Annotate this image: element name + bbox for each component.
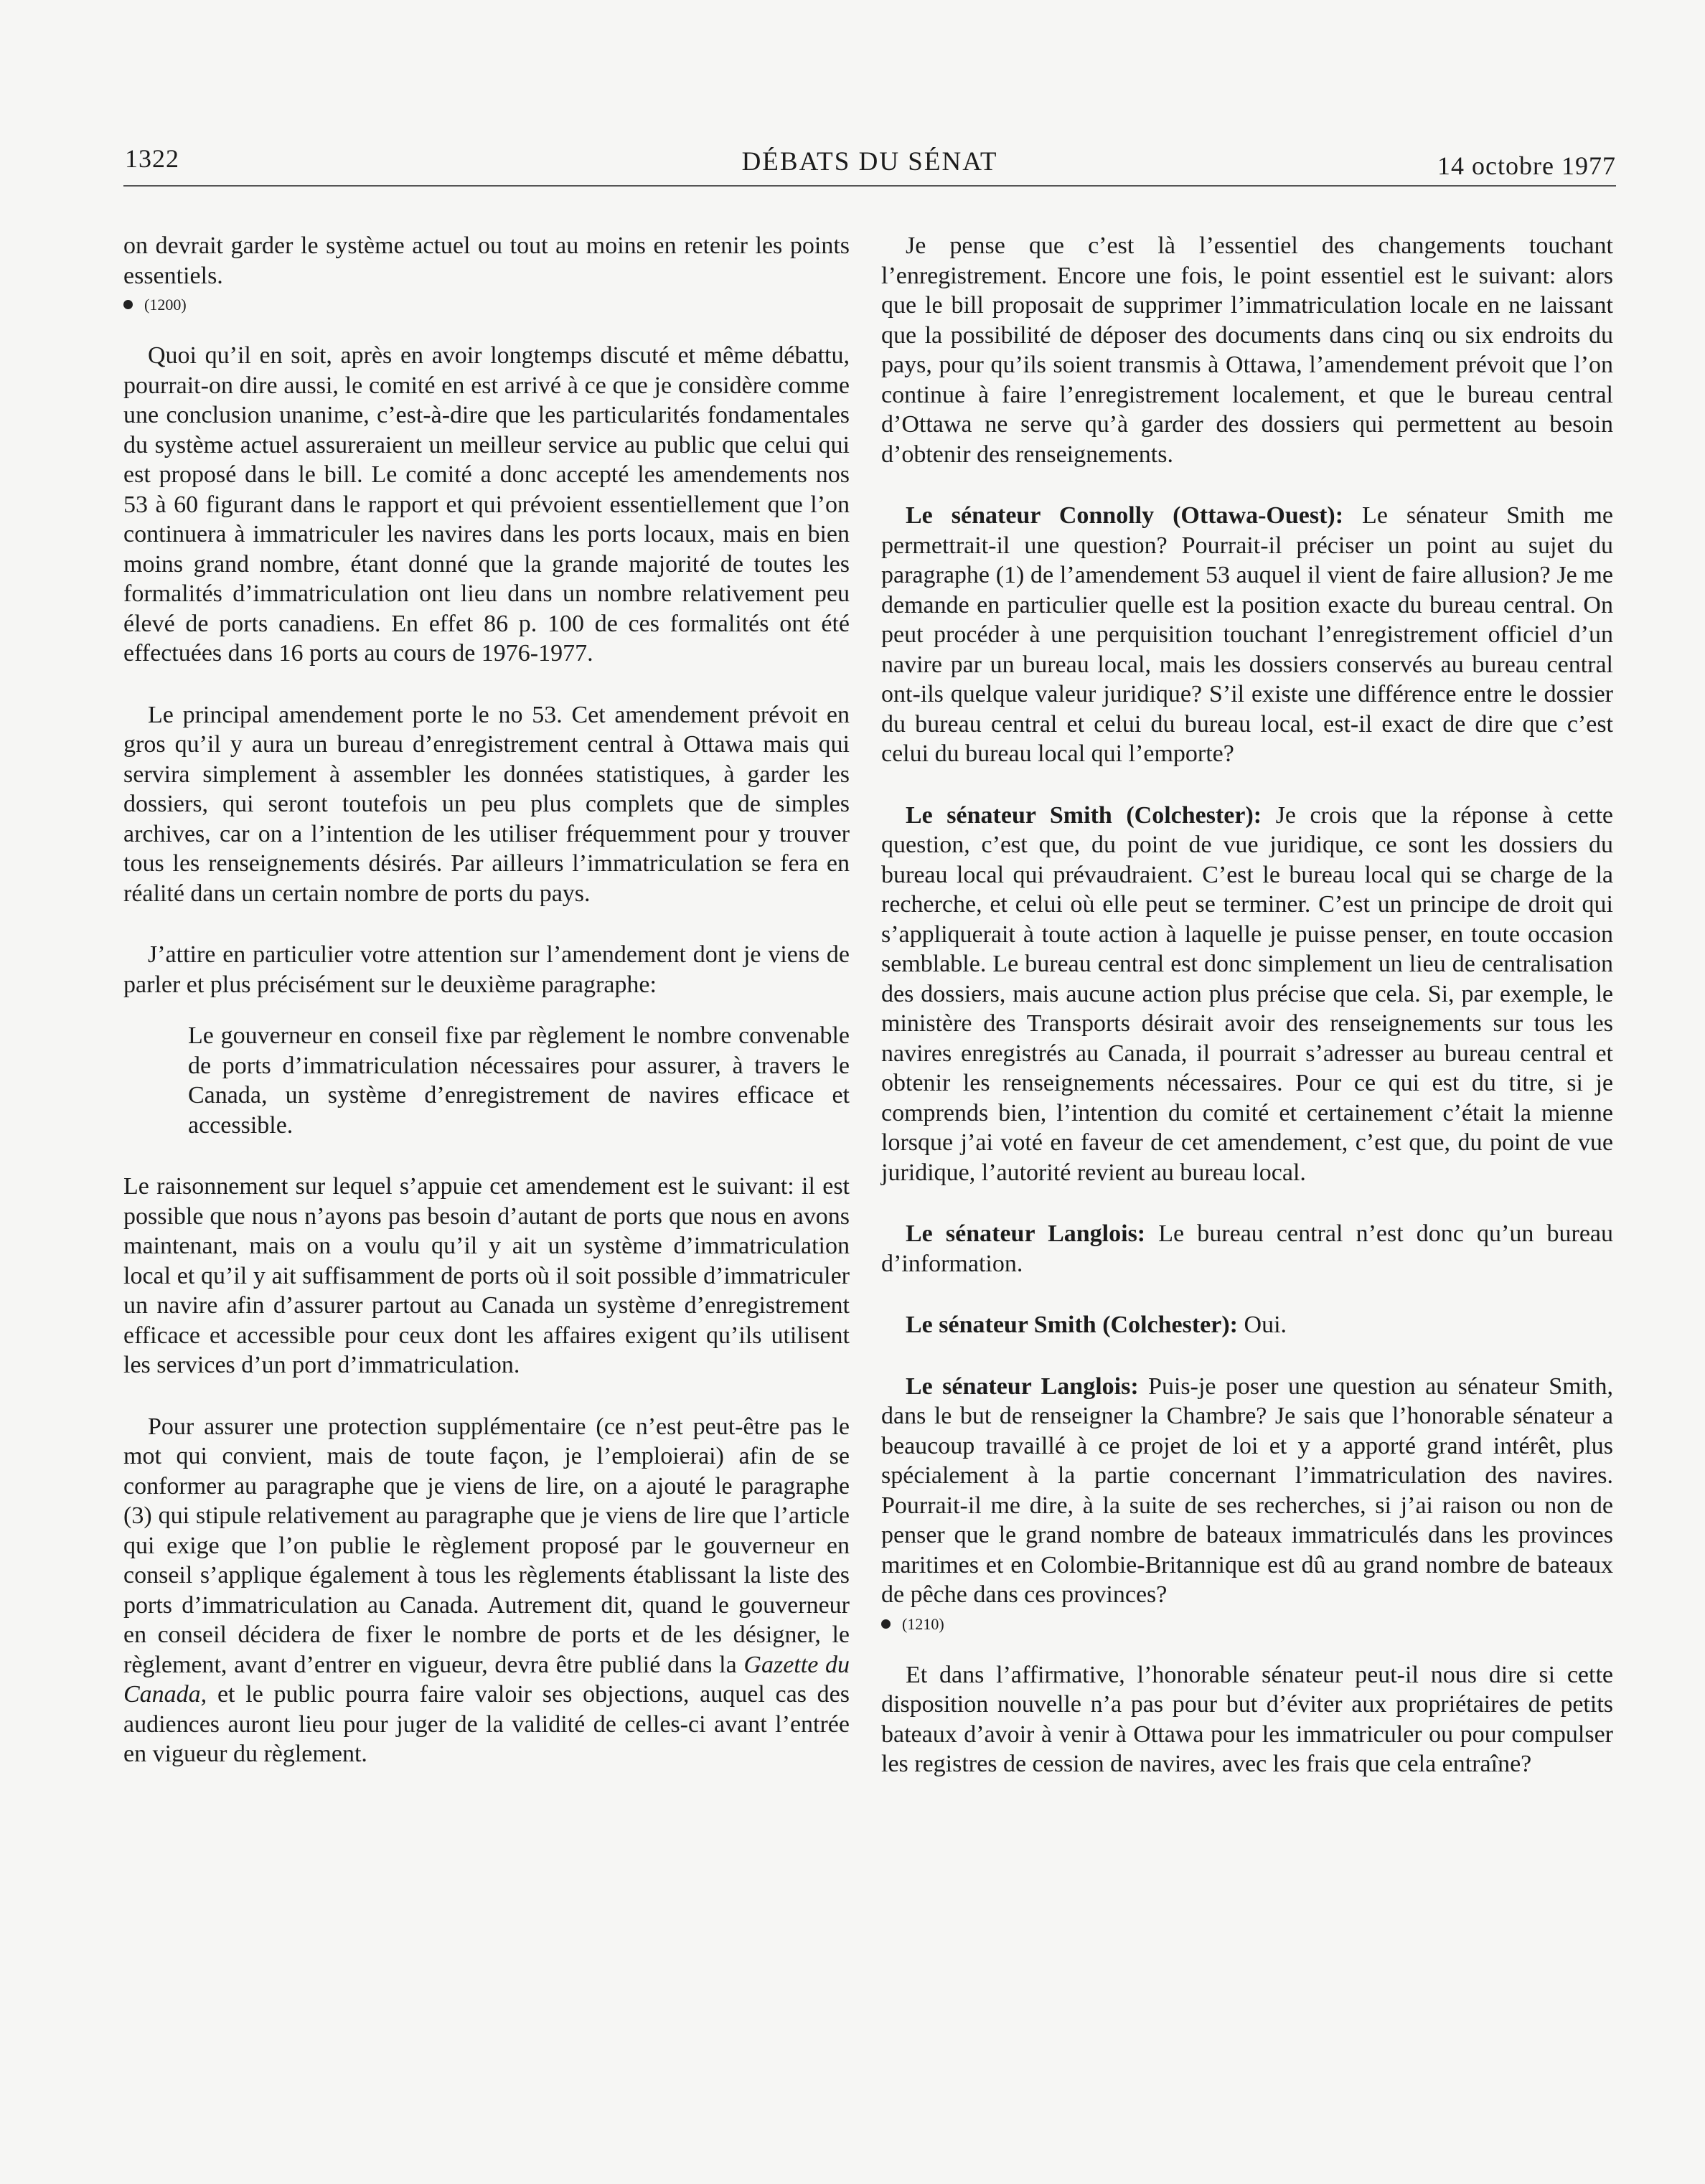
paragraph: Le raisonnement sur lequel s’appuie cet amendement est le suivant: il est possible que nous n’ayons pas besoin d’autant de ports que nous en avons maintenant, mais on a voulu qu’il y ait un système d’immatriculation local et qu’il y ait suffisamment de ports où il soit possible d’immatriculer un navire afin d’assurer partout au Canada un système d’enregistrement efficace et accessible pour ceux dont les affaires exigent qu’ils utilisent les services d’un port d’immatriculation. (123, 1173, 850, 1378)
quote-text: Le gouverneur en conseil fixe par règlement le nombre convenable de ports d’immatriculation nécessaires pour assurer, à travers le Canada, un système d’enregistrement de navires efficace et accessible. (188, 1022, 850, 1139)
sitting-date: 14 octobre 1977 (1437, 151, 1616, 180)
paragraph: J’attire en particulier votre attention sur l’amendement dont je viens de parler et plus précisément sur le deuxième paragraphe: (123, 941, 850, 998)
paragraph: on devrait garder le système actuel ou tout au moins en retenir les points essentiels. (123, 232, 850, 289)
block-quote (123, 1021, 850, 1140)
page-header (123, 141, 1616, 187)
publication-name: Gazette du Canada, (123, 1651, 850, 1708)
speech-text: Oui. (1244, 1312, 1287, 1338)
time-stamp: (1200) (144, 296, 187, 314)
paragraph-text: Pour assurer une protection supplémentaire (ce n’est peut-être pas le mot qui convient, mais de toute façon, je l’emploierai) afin de se conformer au paragraphe que je viens de lire, on a ajouté le paragraphe (3) qui stipule relativement au paragraphe que je viens de lire que l’article qui exige que l’on publie le règlement proposé par le gouverneur en conseil s’applique également à tous les règlements établissant la liste des ports d’immatriculation au Canada. Autrement dit, quand le gouverneur en conseil décidera de fixer le nombre de ports et de les désigner, le règlement, avant d’entrer en vigueur, devra être publié dans la (123, 1413, 850, 1678)
paragraph: Quoi qu’il en soit, après en avoir longtemps discuté et même débattu, pourrait-on dire aussi, le comité en est arrivé à ce que je considère comme une conclusion unanime, c’est-à-dire que les particularités fondamentales du système actuel assureraient un meilleur service au public que celui qui est proposé dans le bill. Le comité a donc accepté les amendements nos 53 à 60 figurant dans le rapport et qui prévoient essentiellement que l’on continuera à immatriculer les navires dans les ports locaux, mais en bien moins grand nombre, étant donné que la grande majorité de toutes les formalités d’immatriculation ont lieu dans un nombre relativement peu élevé de ports canadiens. En effet 86 p. 100 de ces formalités ont été effectuées dans 16 ports au cours de 1976-1977. (123, 342, 850, 667)
time-marker (881, 1610, 1613, 1639)
speaker-intervention (881, 1219, 1613, 1279)
speech-text: Le sénateur Smith me permettrait-il une question? Pourrait-il préciser un point au sujet du paragraphe (1) de l’amendement 53 auquel il vient de faire allusion? Je me demande en particulier quelle est la position exacte du bureau central. On peut procéder à une perquisition touchant l’enregistrement officiel d’un navire par un bureau local, mais les dossiers conservés au bureau central ont-ils quelque valeur juridique? S’il existe une différence entre le dossier du bureau central et celui du bureau local, est-il exact de dire que c’est celui du bureau local qui l’emporte? (881, 502, 1613, 767)
speaker-intervention (881, 1310, 1613, 1340)
speaker-intervention (881, 801, 1613, 1188)
speech-text: Puis-je poser une question au sénateur Smith, dans le but de renseigner la Chambre? Je sais que l’honorable sénateur a beaucoup travaillé à ce projet de loi et y a apporté grand intérêt, plus spécialement à la partie concernant l’immatriculation des navires. Pourrait-il me dire, à la suite de ses recherches, si j’ai raison ou non de penser que le grand nombre de bateaux immatriculés dans les provinces maritimes et en Colombie-Britannique est dû au grand nombre de bateaux de pêche dans ces provinces? (881, 1373, 1613, 1608)
speaker-name: Le sénateur Smith (Colchester): (906, 1312, 1239, 1338)
time-stamp: (1210) (902, 1614, 944, 1633)
paragraph-text: et le public pourra faire valoir ses objections, auquel cas des audiences auront lieu pour juger de la validité de celles-ci avant l’entrée en vigueur du règlement. (123, 1681, 850, 1767)
speaker-name: Le sénateur Langlois: (906, 1373, 1139, 1400)
left-column (123, 231, 850, 1769)
page-number: 1322 (125, 144, 179, 173)
speech-text: Je crois que la réponse à cette question, c’est que, du point de vue juridique, ce sont les dossiers du bureau local qui prévaudraient. C’est le bureau local qui se charge de la recherche, et celui où elle peut se terminer. C’est un principe de droit qui s’appliquerait à toute action à laquelle je puisse penser, en toute occasion semblable. Le bureau central est donc simplement un lieu de centralisation des dossiers, mais aucune action plus précise que cela. Si, par exemple, le ministère des Transports désirait avoir des renseignements sur tous les navires enregistrés au Canada, il pourrait s’adresser au bureau central et obtenir les renseignements nécessaires. Pour ce qui est du titre, si je comprends bien, l’intention du comité et certainement c’était la mienne lorsque j’ai voté en faveur de cet amendement, c’est que, du point de vue juridique, l’autorité revient au bureau local. (881, 801, 1613, 1186)
speech-text: Le bureau central n’est donc qu’un bureau d’information. (881, 1220, 1614, 1277)
speaker-name: Le sénateur Langlois: (906, 1220, 1146, 1247)
paragraph: Le principal amendement porte le no 53. Cet amendement prévoit en gros qu’il y aura un bureau d’enregistrement central à Ottawa mais qui servira simplement à assembler les données statistiques, à garder les dossiers, qui seront toutefois un peu plus complets que de simples archives, car on a l’intention de les utiliser fréquemment pour y trouver tous les renseignements désirés. Par ailleurs l’immatriculation se fera en réalité dans un certain nombre de ports du pays. (123, 701, 850, 907)
speaker-intervention (881, 1372, 1613, 1610)
paragraph (123, 1412, 850, 1769)
time-marker (123, 291, 850, 319)
paragraph: Je pense que c’est là l’essentiel des changements touchant l’enregistrement. Encore une fois, le point essentiel est le suivant: alors que le bill proposait de supprimer l’immatriculation locale en ne laissant que la possibilité de déposer des documents dans cinq ou six endroits du pays, pour qu’ils soient transmis à Ottawa, l’amendement prévoit que l’on continue à faire l’enregistrement localement, et que le bureau central d’Ottawa ne serve qu’à garder des dossiers qui permettent au besoin d’obtenir des renseignements. (881, 232, 1613, 468)
bullet-icon (123, 300, 133, 309)
bullet-icon (881, 1619, 891, 1629)
speaker-name: Le sénateur Smith (Colchester): (906, 801, 1262, 829)
speaker-name: Le sénateur Connolly (Ottawa-Ouest): (906, 502, 1344, 529)
right-column (881, 231, 1613, 1779)
speaker-intervention (881, 501, 1613, 769)
publication-title: DÉBATS DU SÉNAT (741, 147, 998, 176)
paragraph: Et dans l’affirmative, l’honorable sénateur peut-il nous dire si cette disposition nouvelle n’a pas pour but d’éviter aux propriétaires de petits bateaux d’avoir à venir à Ottawa pour les immatriculer ou pour compulser les registres de cession de navires, avec les frais que cela entraîne? (881, 1661, 1613, 1777)
